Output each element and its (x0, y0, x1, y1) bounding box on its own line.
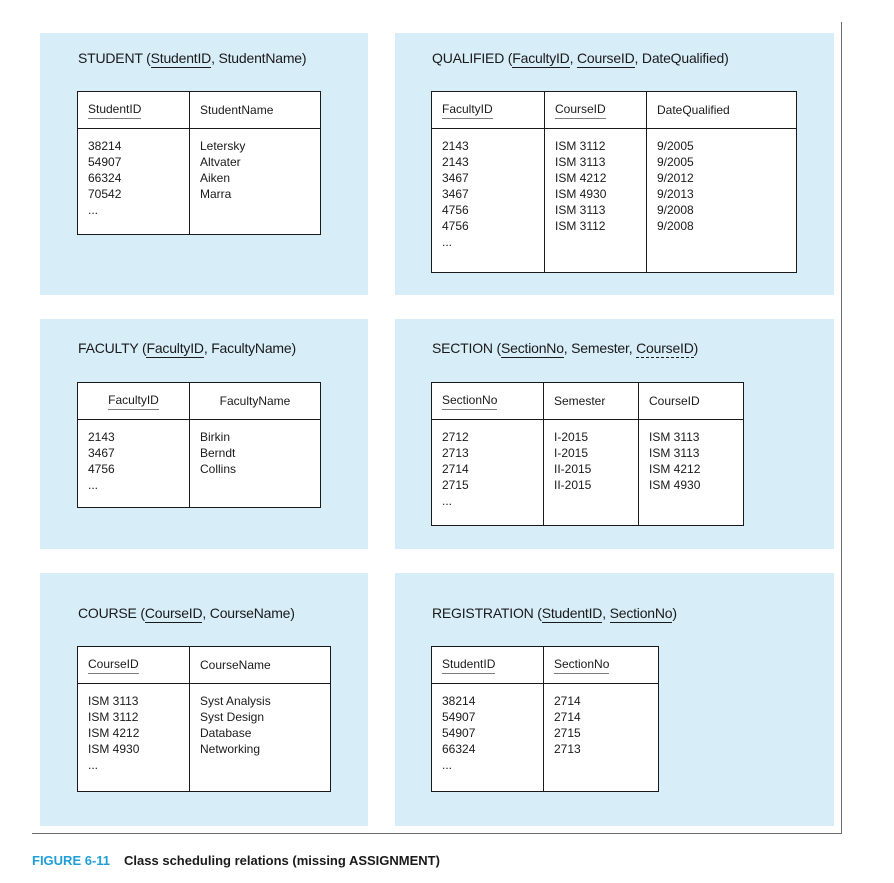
cell-value: 9/2013 (657, 187, 694, 201)
column-header: SectionNo (544, 647, 659, 684)
cell-value: II-2015 (554, 462, 592, 476)
cell-value: 38214 (88, 139, 122, 153)
cell-value: 54907 (442, 710, 476, 724)
cell-value: 2714 (554, 694, 581, 708)
column-header: CourseName (190, 647, 331, 684)
coursename-column (190, 684, 331, 792)
cell-value: ... (88, 203, 99, 217)
cell-value: 9/2012 (657, 171, 694, 185)
cell-value: ISM 3113 (649, 430, 700, 444)
cell-value: 54907 (88, 155, 122, 169)
qualified-pk: CourseID (576, 50, 635, 66)
cell-value: ... (88, 478, 99, 492)
cell-value: Birkin (200, 430, 231, 444)
sectionno-column (432, 420, 544, 526)
section-table (431, 382, 744, 526)
faculty-schema-title: FACULTY (FacultyID, FacultyName) (78, 340, 296, 356)
sectionno-column (544, 684, 659, 792)
section-fk: CourseID (636, 340, 694, 356)
cell-value (554, 757, 648, 773)
cell-value: ISM 3112 (555, 139, 606, 153)
cell-value: ... (442, 758, 453, 772)
column-header: SectionNo (432, 383, 544, 420)
qualified-pk: FacultyID (512, 50, 570, 66)
cell-value: 2713 (554, 742, 581, 756)
column-header: FacultyID (78, 383, 190, 420)
cell-value: 66324 (442, 742, 476, 756)
cell-value: I-2015 (554, 446, 589, 460)
cell-value: 2143 (442, 155, 469, 169)
figure-caption-text: Class scheduling relations (missing ASSIGNMENT) (124, 853, 440, 868)
cell-value: 3467 (88, 446, 115, 460)
cell-value: Syst Design (200, 710, 265, 724)
course-pk: CourseID (144, 605, 203, 621)
column-header: CourseID (545, 92, 647, 129)
cell-value: 4756 (442, 219, 469, 233)
cell-value: 9/2008 (657, 203, 694, 217)
facultyname-column (190, 420, 321, 508)
cell-value: 2714 (442, 462, 469, 476)
cell-value: 2143 (442, 139, 469, 153)
cell-value: Letersky (200, 139, 246, 153)
courseid-column (639, 420, 744, 526)
facultyid-column (432, 129, 545, 273)
course-table (77, 646, 331, 792)
cell-value: II-2015 (554, 478, 592, 492)
cell-value (657, 234, 786, 250)
registration-schema-title: REGISTRATION (StudentID, SectionNo) (432, 605, 677, 621)
cell-value (200, 202, 310, 218)
qualified-schema-title: QUALIFIED (FacultyID, CourseID, DateQualified) (432, 50, 729, 66)
cell-value: 9/2005 (657, 155, 694, 169)
cell-value: 38214 (442, 694, 476, 708)
cell-value: 4756 (88, 462, 115, 476)
cell-value: Aiken (200, 171, 231, 185)
column-header: StudentID (78, 92, 190, 129)
cell-value: 3467 (442, 171, 469, 185)
faculty-table (77, 382, 321, 508)
cell-value: Networking (200, 742, 261, 756)
cell-value: ISM 3112 (88, 710, 139, 724)
cell-value (555, 234, 636, 250)
section-schema-title: SECTION (SectionNo, Semester, CourseID) (432, 340, 699, 356)
qualified-table (431, 91, 797, 273)
registration-pk: SectionNo (609, 605, 673, 621)
cell-value: 9/2008 (657, 219, 694, 233)
column-header: Semester (544, 383, 639, 420)
studentname-column (190, 129, 321, 235)
student-table (77, 91, 321, 235)
course-schema-title: COURSE (CourseID, CourseName) (78, 605, 295, 621)
semester-column (544, 420, 639, 526)
cell-value: ISM 4212 (649, 462, 701, 476)
datequalified-column (647, 129, 797, 273)
cell-value: Berndt (200, 446, 236, 460)
cell-value: 66324 (88, 171, 122, 185)
cell-value (649, 493, 733, 509)
courseid-column (78, 684, 190, 792)
cell-value: ISM 4930 (88, 742, 140, 756)
cell-value (554, 493, 628, 509)
figure-label: FIGURE 6-11 (32, 853, 111, 868)
registration-pk: StudentID (541, 605, 603, 621)
cell-value: ... (88, 758, 99, 772)
figure-caption (32, 853, 440, 868)
cell-value: Marra (200, 187, 232, 201)
column-header: DateQualified (647, 92, 797, 129)
cell-value: ISM 3113 (88, 694, 139, 708)
cell-value: ISM 4212 (555, 171, 607, 185)
cell-value: 2713 (442, 446, 469, 460)
cell-value: ... (442, 235, 453, 249)
courseid-column (545, 129, 647, 273)
cell-value: I-2015 (554, 430, 589, 444)
cell-value: ISM 3113 (649, 446, 700, 460)
cell-value: ISM 4212 (88, 726, 140, 740)
cell-value: ISM 3113 (555, 203, 606, 217)
cell-value: 2715 (442, 478, 469, 492)
column-header: FacultyName (190, 383, 321, 420)
cell-value: 2714 (554, 710, 581, 724)
cell-value: ISM 4930 (555, 187, 607, 201)
column-header: StudentID (432, 647, 544, 684)
cell-value: 2143 (88, 430, 115, 444)
cell-value: ISM 3113 (555, 155, 606, 169)
cell-value: ISM 4930 (649, 478, 701, 492)
student-schema-title: STUDENT (StudentID, StudentName) (78, 50, 307, 66)
column-header: FacultyID (432, 92, 545, 129)
cell-value: 3467 (442, 187, 469, 201)
cell-value (200, 757, 320, 773)
section-pk: SectionNo (500, 340, 564, 356)
faculty-pk: FacultyID (146, 340, 204, 356)
studentid-column (78, 129, 190, 235)
cell-value: Altvater (200, 155, 241, 169)
cell-value: ... (442, 494, 453, 508)
cell-value: Syst Analysis (200, 694, 271, 708)
cell-value: 2715 (554, 726, 581, 740)
studentid-column (432, 684, 544, 792)
cell-value: Database (200, 726, 252, 740)
cell-value: 2712 (442, 430, 469, 444)
cell-value: 9/2005 (657, 139, 694, 153)
cell-value: 4756 (442, 203, 469, 217)
cell-value: 70542 (88, 187, 122, 201)
cell-value (200, 477, 310, 493)
column-header: CourseID (639, 383, 744, 420)
column-header: StudentName (190, 92, 321, 129)
facultyid-column (78, 420, 190, 508)
registration-table (431, 646, 659, 792)
cell-value: 54907 (442, 726, 476, 740)
column-header: CourseID (78, 647, 190, 684)
cell-value: ISM 3112 (555, 219, 606, 233)
student-pk: StudentID (150, 50, 212, 66)
cell-value: Collins (200, 462, 237, 476)
